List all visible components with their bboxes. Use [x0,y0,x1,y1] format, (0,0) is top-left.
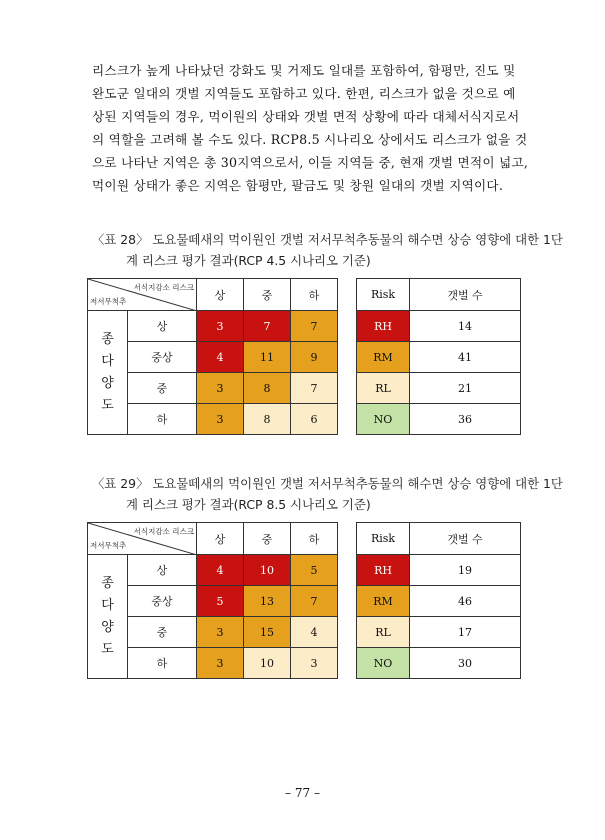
row-label: 중 [128,373,197,404]
corner-header [88,279,197,311]
caption-line: 〈표 28〉 도요물떼새의 먹이원인 갯벌 저서무척추동물의 해수면 상승 영향에 대한 1단 [92,232,563,247]
matrix-cell: 4 [197,342,244,373]
risk-level-cell: RH [357,555,410,586]
row-group-char: 다 [101,597,114,613]
col-header: 하 [291,279,338,311]
matrix-cell: 8 [244,404,291,435]
row-label: 하 [128,648,197,679]
row-label: 하 [128,404,197,435]
matrix-cell: 13 [244,586,291,617]
row-label: 중상 [128,342,197,373]
matrix-cell: 3 [197,648,244,679]
matrix-cell: 3 [291,648,338,679]
col-header: 상 [197,523,244,555]
row-group-char: 양 [101,619,114,635]
table-29-caption [92,473,563,515]
flat-count-cell: 14 [410,311,521,342]
matrix-cell: 3 [197,373,244,404]
flat-count-cell: 30 [410,648,521,679]
flat-count-cell: 41 [410,342,521,373]
flat-count-cell: 19 [410,555,521,586]
flat-count-cell: 21 [410,373,521,404]
corner-bottom-label: 저서무척추 [90,297,127,306]
matrix-cell: 9 [291,342,338,373]
risk-level-cell: NO [357,648,410,679]
matrix-cell: 7 [291,586,338,617]
paragraph-line: 완도군 일대의 갯벌 지역들도 포함하고 있다. 한편, 리스크가 없을 것으로 예 [92,86,516,101]
matrix-cell: 7 [291,373,338,404]
risk-summary-table-28 [356,278,521,435]
matrix-cell: 5 [291,555,338,586]
risk-level-cell: NO [357,404,410,435]
paragraph-line: 먹이원 상태가 좋은 지역은 함평만, 팔금도 및 창원 일대의 갯벌 지역이다. [92,178,504,193]
corner-top-label: 서식지감소 리스크 [133,527,194,536]
paragraph-line: 리스크가 높게 나타났던 강화도 및 거제도 일대를 포함하여, 함평만, 진도 및 [92,63,516,78]
corner-header [88,523,197,555]
risk-matrix-table-29 [87,522,338,679]
corner-top-label: 서식지감소 리스크 [133,283,194,292]
matrix-cell: 8 [244,373,291,404]
body-paragraph [92,59,542,197]
count-header: 갯벌 수 [410,523,521,555]
row-label: 상 [128,311,197,342]
paragraph-line: 상된 지역들의 경우, 먹이원의 상태와 갯벌 면적 상황에 따라 대체서식지로서 [92,109,520,124]
row-label: 중 [128,617,197,648]
caption-line: 계 리스크 평가 결과(RCP 8.5 시나리오 기준) [126,497,371,512]
col-header: 중 [244,523,291,555]
matrix-cell: 15 [244,617,291,648]
flat-count-cell: 17 [410,617,521,648]
matrix-cell: 10 [244,648,291,679]
row-group-label [88,555,128,679]
row-label: 중상 [128,586,197,617]
flat-count-cell: 46 [410,586,521,617]
paragraph-line: 의 역할을 고려해 볼 수도 있다. RCP8.5 시나리오 상에서도 리스크가 없을 것 [92,132,528,147]
matrix-cell: 7 [291,311,338,342]
col-header: 중 [244,279,291,311]
col-header: 상 [197,279,244,311]
risk-level-cell: RH [357,311,410,342]
risk-level-cell: RL [357,373,410,404]
risk-level-cell: RL [357,617,410,648]
row-group-char: 양 [101,375,114,391]
matrix-cell: 6 [291,404,338,435]
flat-count-cell: 36 [410,404,521,435]
row-label: 상 [128,555,197,586]
risk-header: Risk [357,279,410,311]
corner-bottom-label: 저서무척추 [90,541,127,550]
row-group-char: 종 [101,575,114,591]
paragraph-line: 으로 나타난 지역은 총 30지역으로서, 이들 지역들 중, 현재 갯벌 면적이 넓고, [92,155,529,170]
matrix-cell: 11 [244,342,291,373]
caption-line: 계 리스크 평가 결과(RCP 4.5 시나리오 기준) [126,253,371,268]
row-group-char: 종 [101,331,114,347]
risk-matrix-table-28 [87,278,338,435]
risk-summary-table-29 [356,522,521,679]
matrix-cell: 10 [244,555,291,586]
matrix-cell: 3 [197,617,244,648]
matrix-cell: 3 [197,311,244,342]
table-28-caption [92,229,563,271]
risk-level-cell: RM [357,586,410,617]
matrix-cell: 4 [291,617,338,648]
page-number: – 77 – [285,786,320,800]
matrix-cell: 5 [197,586,244,617]
count-header: 갯벌 수 [410,279,521,311]
row-group-char: 도 [101,397,114,413]
matrix-cell: 4 [197,555,244,586]
col-header: 하 [291,523,338,555]
row-group-char: 다 [101,353,114,369]
matrix-cell: 7 [244,311,291,342]
caption-line: 〈표 29〉 도요물떼새의 먹이원인 갯벌 저서무척추동물의 해수면 상승 영향에 대한 1단 [92,476,563,491]
row-group-label [88,311,128,435]
risk-header: Risk [357,523,410,555]
row-group-char: 도 [101,641,114,657]
risk-level-cell: RM [357,342,410,373]
matrix-cell: 3 [197,404,244,435]
